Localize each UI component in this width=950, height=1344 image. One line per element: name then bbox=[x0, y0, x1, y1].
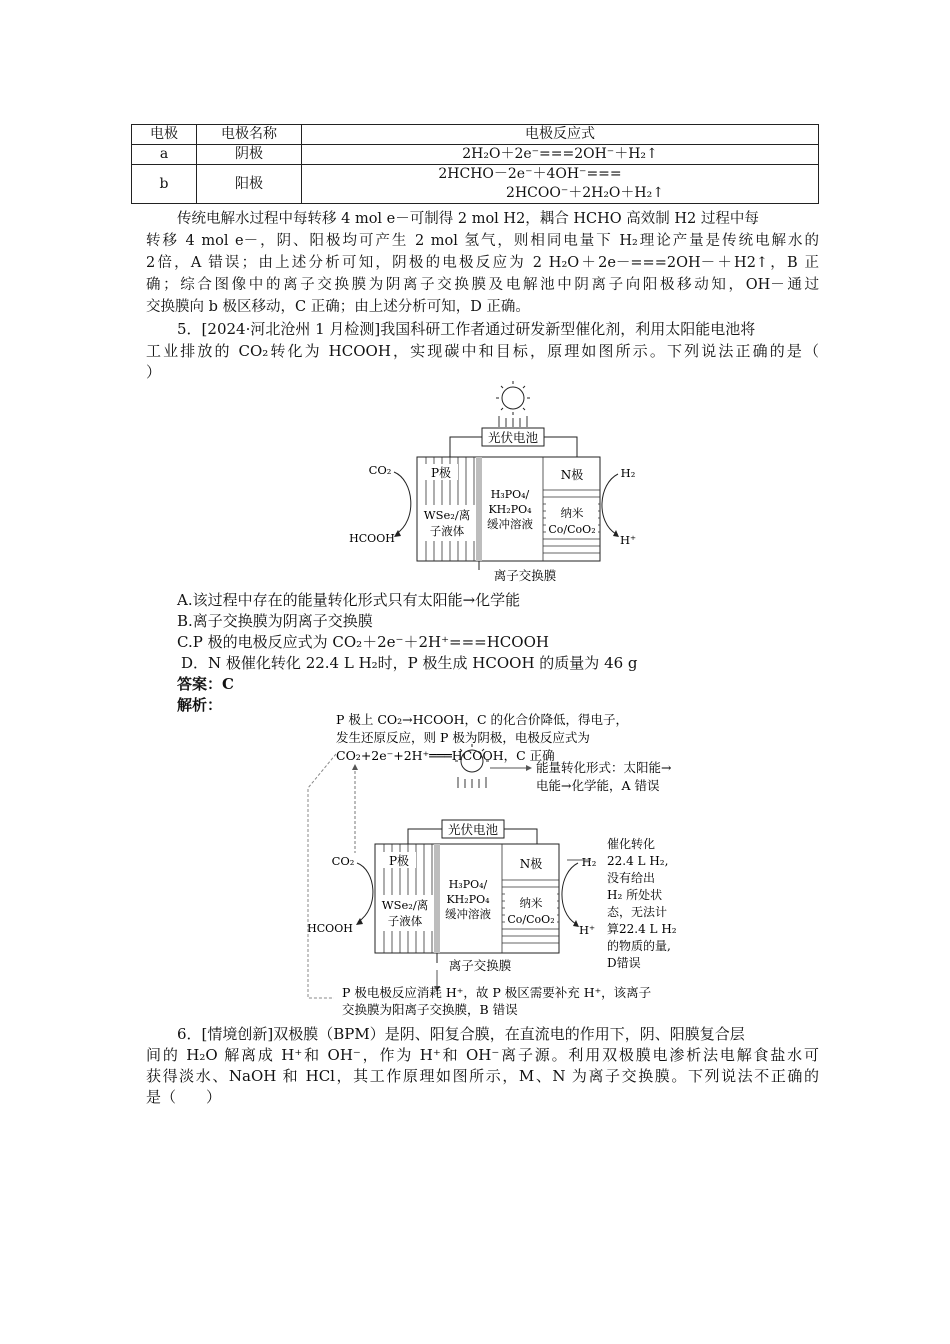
electrode-reaction-table bbox=[131, 124, 819, 204]
analysis-d-2: 22.4 L H₂, bbox=[607, 854, 669, 868]
hcooh-label: HCOOH bbox=[349, 532, 395, 545]
sun-icon bbox=[496, 381, 530, 415]
header-electrode-name: 电极名称 bbox=[197, 125, 302, 145]
table-row bbox=[132, 145, 819, 165]
analysis-bottom-2: 交换膜为阳离子交换膜，B 错误 bbox=[342, 1002, 518, 1017]
question-5-line: ） bbox=[146, 363, 162, 381]
question-6-line: 6．[情境创新]双极膜（BPM）是阴、阳复合膜，在直流电的作用下，阴、阳膜复合层 bbox=[177, 1025, 745, 1043]
question-6-line: 获得淡水、NaOH 和 HCl，其工作原理如图所示，M、N 为离子交换膜。下列说法不正确的 bbox=[146, 1067, 819, 1085]
analysis-d-5: 态，无法计 bbox=[607, 905, 668, 919]
question-5-line: 5．[2024·河北沧州 1 月检测]我国科研工作者通过研发新型催化剂，利用太阳能电池将 bbox=[177, 320, 756, 338]
h2-to-hplus-arrow bbox=[602, 474, 618, 534]
analysis-diagram bbox=[300, 708, 700, 1017]
question-5-line: 工业排放的 CO₂转化为 HCOOH，实现碳中和目标，原理如图所示。下列说法正确的是（ bbox=[146, 342, 819, 360]
arrowhead-icon bbox=[526, 765, 532, 771]
light-arrows bbox=[458, 777, 486, 788]
wire-left bbox=[408, 829, 442, 844]
analysis-d-8: D错误 bbox=[607, 956, 641, 970]
option-a[interactable]: A.该过程中存在的能量转化形式只有太阳能→化学能 bbox=[177, 591, 521, 609]
header-reaction: 电极反应式 bbox=[302, 125, 819, 145]
n-pole-label: N极 bbox=[560, 468, 584, 482]
nano-label-2: Co/CoO₂ bbox=[507, 913, 555, 926]
h2-to-hplus-arrow bbox=[562, 863, 578, 924]
question-6-line: 是（ ） bbox=[146, 1088, 222, 1106]
option-b[interactable]: B.离子交换膜为阴离子交换膜 bbox=[177, 612, 373, 630]
explanation-line: 交换膜向 b 极区移动，C 正确；由上述分析可知，D 正确。 bbox=[146, 299, 530, 315]
analysis-label: 解析： bbox=[177, 696, 223, 714]
buffer-label-1: H₃PO₄/ bbox=[448, 878, 488, 891]
wse2-label-1: WSe₂/离 bbox=[381, 898, 429, 912]
co2-to-hcooh-arrow bbox=[357, 863, 373, 922]
pv-label: 光伏电池 bbox=[447, 822, 499, 837]
analysis-d-3: 没有给出 bbox=[607, 871, 656, 885]
arrowhead-icon bbox=[613, 530, 619, 537]
light-arrows bbox=[499, 416, 527, 427]
buffer-label-3: 缓冲溶液 bbox=[445, 907, 491, 921]
header-electrode: 电极 bbox=[132, 125, 197, 145]
cell-reaction bbox=[302, 165, 819, 204]
wire-right bbox=[504, 829, 537, 844]
reaction-line-2: 2HCOO⁻＋2H₂O＋H₂↑ bbox=[506, 185, 664, 201]
ion-exchange-membrane bbox=[476, 457, 482, 561]
cell-electrode: a bbox=[132, 145, 197, 165]
wire-left bbox=[450, 437, 482, 457]
answer-line: 答案：C bbox=[177, 675, 234, 693]
option-d[interactable]: D．N 极催化转化 22.4 L H₂时，P 极生成 HCOOH 的质量为 46 g bbox=[181, 654, 638, 672]
arrowhead-icon bbox=[352, 764, 358, 770]
hplus-label: H⁺ bbox=[578, 923, 596, 937]
reaction-line-1: 2HCHO－2e⁻＋4OH⁻=== bbox=[438, 166, 622, 182]
p-pole-label: P极 bbox=[388, 854, 410, 868]
analysis-d-6: 算22.4 L H₂ bbox=[607, 922, 677, 936]
analysis-top-3: CO₂+2e⁻+2H⁺═══HCOOH，C 正确 bbox=[336, 748, 555, 763]
buffer-label-1: H₃PO₄/ bbox=[490, 488, 530, 501]
wse2-label-1: WSe₂/离 bbox=[423, 508, 471, 522]
co2-to-hcooh-arrow bbox=[394, 472, 411, 534]
analysis-energy-2: 电能→化学能，A 错误 bbox=[536, 778, 660, 793]
buffer-label-3: 缓冲溶液 bbox=[487, 517, 533, 531]
wse2-label-2: 子液体 bbox=[429, 524, 465, 538]
hplus-label: H⁺ bbox=[619, 533, 637, 547]
h2-label: H₂ bbox=[581, 855, 597, 869]
buffer-label-2: KH₂PO₄ bbox=[488, 503, 532, 516]
wire-right bbox=[544, 437, 577, 457]
nano-label-2: Co/CoO₂ bbox=[548, 523, 596, 536]
cell-electrode: b bbox=[132, 165, 197, 204]
pv-label: 光伏电池 bbox=[487, 430, 539, 445]
wse2-label-2: 子液体 bbox=[387, 914, 423, 928]
membrane-label: 离子交换膜 bbox=[448, 958, 512, 973]
explanation-line: 转移 4 mol e－，阴、阳极均可产生 2 mol 氢气，则相同电量下 H₂理论产量是传统电解水的 bbox=[146, 233, 819, 249]
analysis-top-2: 发生还原反应，则 P 极为阴极，电极反应式为 bbox=[336, 730, 590, 745]
n-pole-label: N极 bbox=[519, 857, 543, 871]
analysis-energy-1: 能量转化形式：太阳能→ bbox=[536, 760, 672, 775]
nano-label-1: 纳米 bbox=[560, 506, 584, 520]
explanation-line: 2倍，A 错误；由上述分析可知，阴极的电极反应为 2 H₂O＋2e－===2OH－＋H2↑，B 正 bbox=[146, 255, 819, 271]
analysis-d-7: 的物质的量, bbox=[607, 939, 671, 953]
table-row bbox=[132, 165, 819, 204]
co2-label: CO₂ bbox=[331, 854, 355, 868]
analysis-d-1: 催化转化 bbox=[607, 837, 656, 851]
dashed-connector bbox=[308, 754, 336, 998]
option-c[interactable]: C.P 极的电极反应式为 CO₂＋2e⁻＋2H⁺===HCOOH bbox=[177, 633, 549, 651]
cell-electrode-name: 阴极 bbox=[197, 145, 302, 165]
membrane-label: 离子交换膜 bbox=[493, 568, 557, 583]
electrolysis-diagram bbox=[330, 380, 650, 590]
nano-label-1: 纳米 bbox=[519, 896, 543, 910]
explanation-line: 确；综合图像中的离子交换膜为阴离子交换膜及电解池中阴离子向阳极移动知，OH－通过 bbox=[146, 277, 819, 293]
analysis-d-4: H₂ 所处状 bbox=[607, 888, 663, 902]
question-6-line: 间的 H₂O 解离成 H⁺和 OH⁻，作为 H⁺和 OH⁻离子源。利用双极膜电渗析法电解食盐水可 bbox=[146, 1046, 819, 1064]
cell-reaction: 2H₂O＋2e⁻===2OH⁻＋H₂↑ bbox=[302, 145, 819, 165]
hcooh-label: HCOOH bbox=[307, 922, 353, 935]
co2-label: CO₂ bbox=[368, 463, 392, 477]
explanation-line: 传统电解水过程中每转移 4 mol e－可制得 2 mol H2，耦合 HCHO 高效制 H2 过程中每 bbox=[177, 211, 759, 227]
h2-label: H₂ bbox=[620, 466, 636, 480]
buffer-label-2: KH₂PO₄ bbox=[446, 893, 490, 906]
table-header-row bbox=[132, 125, 819, 145]
analysis-bottom-1: P 极电极反应消耗 H⁺，故 P 极区需要补充 H⁺，该离子 bbox=[342, 985, 652, 1000]
analysis-top-1: P 极上 CO₂→HCOOH，C 的化合价降低，得电子， bbox=[336, 712, 629, 727]
p-pole-label: P极 bbox=[430, 466, 452, 480]
cell-electrode-name: 阳极 bbox=[197, 165, 302, 204]
ion-exchange-membrane bbox=[434, 844, 440, 953]
